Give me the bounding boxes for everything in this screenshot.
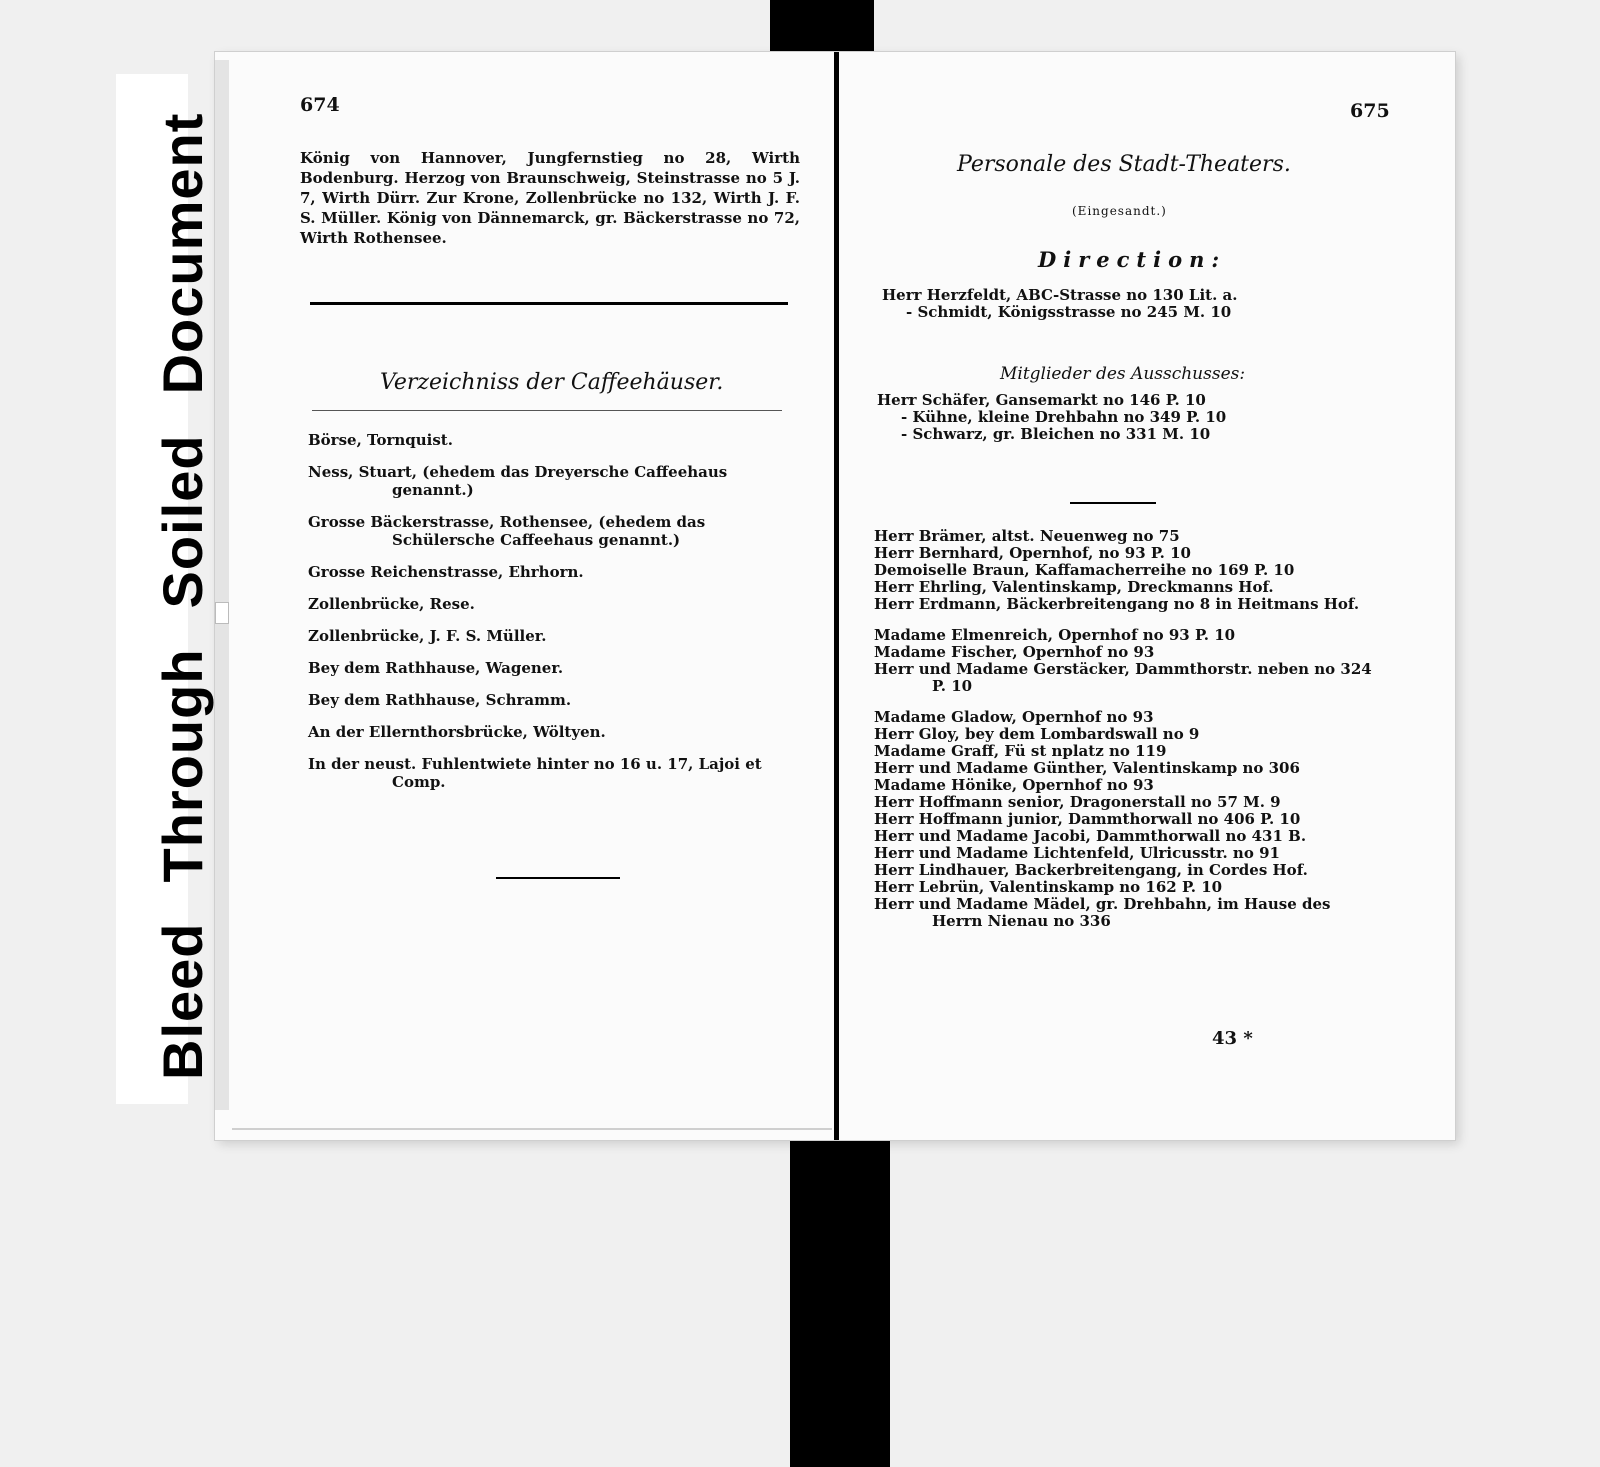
list-item: Zollenbrücke, J. F. S. Müller. <box>308 627 547 645</box>
submitted-note: (Eingesandt.) <box>1072 204 1167 218</box>
list-item: Herr und Madame Gerstäcker, Dammthorstr. neben no 324 P. 10 <box>874 660 1372 695</box>
personnel-list <box>874 528 1374 930</box>
list-item: In der neust. Fuhlentwiete hinter no 16 u. 17, Lajoi et Comp. <box>308 755 762 791</box>
list-item: Madame Gladow, Opernhof no 93 <box>874 708 1154 726</box>
list-item: Madame Graff, Fü st nplatz no 119 <box>874 742 1167 760</box>
direction-heading: Direction: <box>1038 247 1227 272</box>
list-item: Herr Lebrün, Valentinskamp no 162 P. 10 <box>874 878 1223 896</box>
list-item: Herr Hoffmann junior, Dammthorwall no 406 P. 10 <box>874 810 1301 828</box>
list-item: Grosse Bäckerstrasse, Rothensee, (ehedem das Schülersche Caffeehaus genannt.) <box>308 513 706 549</box>
direction-list <box>882 287 1362 321</box>
list-item: Madame Hönike, Opernhof no 93 <box>874 776 1154 794</box>
committee-heading: Mitglieder des Ausschusses: <box>1000 364 1246 384</box>
list-item: Bey dem Rathhause, Schramm. <box>308 691 572 709</box>
list-item: Madame Elmenreich, Opernhof no 93 P. 10 <box>874 626 1236 644</box>
list-item: - Kühne, kleine Drehbahn no 349 P. 10 <box>901 408 1227 426</box>
committee-list <box>877 392 1357 443</box>
list-item: Herr und Madame Jacobi, Dammthorwall no 431 B. <box>874 827 1307 845</box>
cafe-section-title: Verzeichniss der Caffeehäuser. <box>380 370 724 395</box>
section-divider <box>310 302 788 305</box>
list-item: Grosse Reichenstrasse, Ehrhorn. <box>308 563 584 581</box>
document-label-text <box>150 113 215 1080</box>
list-item: Herr Schäfer, Gansemarkt no 146 P. 10 <box>877 391 1206 409</box>
list-item: Herr und Madame Mädel, gr. Drehbahn, im Hause des Herrn Nienau no 336 <box>874 895 1331 930</box>
list-item: Ness, Stuart, (ehedem das Dreyersche Caffeehaus genannt.) <box>308 463 728 499</box>
hotel-list-text: König von Hannover, Jungfernstieg no 28, Wirth Bodenburg. Herzog von Braunschweig, Steinstrasse no 5 J. 7, Wirth Dürr. Zur Krone, Zollenbrücke no 132, Wirth J. F. S. Müller. König von Dännemarck, gr. Bäckerstrasse no 72, Wirth Rothensee. <box>300 149 800 247</box>
section-divider <box>1070 502 1156 504</box>
page-number-right: 675 <box>1350 100 1390 122</box>
page-number-left: 674 <box>300 94 340 116</box>
list-item: Herr Brämer, altst. Neuenweg no 75 <box>874 527 1180 545</box>
list-item: Börse, Tornquist. <box>308 431 453 449</box>
right-page <box>862 52 1390 1140</box>
list-item: Herr Bernhard, Opernhof, no 93 P. 10 <box>874 544 1191 562</box>
fold-mark <box>215 602 229 624</box>
list-item: Herr Lindhauer, Backerbreitengang, in Cordes Hof. <box>874 861 1308 879</box>
list-item: Herr Ehrling, Valentinskamp, Dreckmanns Hof. <box>874 578 1274 596</box>
list-item: - Schwarz, gr. Bleichen no 331 M. 10 <box>901 425 1211 443</box>
binding-tab-bottom <box>790 1133 890 1467</box>
signature-mark: 43 * <box>1212 1028 1253 1049</box>
list-item: Herr und Madame Günther, Valentinskamp no 306 <box>874 759 1300 777</box>
theater-section-title: Personale des Stadt-Theaters. <box>957 152 1291 177</box>
book-gutter <box>834 52 839 1140</box>
list-item: Bey dem Rathhause, Wagener. <box>308 659 564 677</box>
title-underline <box>312 410 782 411</box>
end-divider <box>496 877 620 879</box>
left-page <box>300 52 820 1140</box>
list-item: An der Ellernthorsbrücke, Wöltyen. <box>308 723 606 741</box>
cafe-list <box>308 431 808 805</box>
list-item: Demoiselle Braun, Kaffamacherreihe no 169 P. 10 <box>874 561 1295 579</box>
list-item: Madame Fischer, Opernhof no 93 <box>874 643 1155 661</box>
label-word-through: Through <box>151 648 214 883</box>
list-item: - Schmidt, Königsstrasse no 245 M. 10 <box>906 303 1232 321</box>
list-item: Zollenbrücke, Rese. <box>308 595 475 613</box>
list-item: Herr Gloy, bey dem Lombardswall no 9 <box>874 725 1200 743</box>
label-word-bleed: Bleed <box>151 922 214 1080</box>
binding-tab-top <box>770 0 874 52</box>
list-item: Herr Hoffmann senior, Dragonerstall no 57 M. 9 <box>874 793 1281 811</box>
label-word-soiled: Soiled <box>151 434 214 609</box>
list-item: Herr Herzfeldt, ABC-Strasse no 130 Lit. a. <box>882 286 1238 304</box>
label-word-document: Document <box>151 112 214 395</box>
list-item: Herr Erdmann, Bäckerbreitengang no 8 in Heitmans Hof. <box>874 595 1360 613</box>
list-item: Herr und Madame Lichtenfeld, Ulricusstr. no 91 <box>874 844 1280 862</box>
page-edge-left <box>215 60 229 1110</box>
